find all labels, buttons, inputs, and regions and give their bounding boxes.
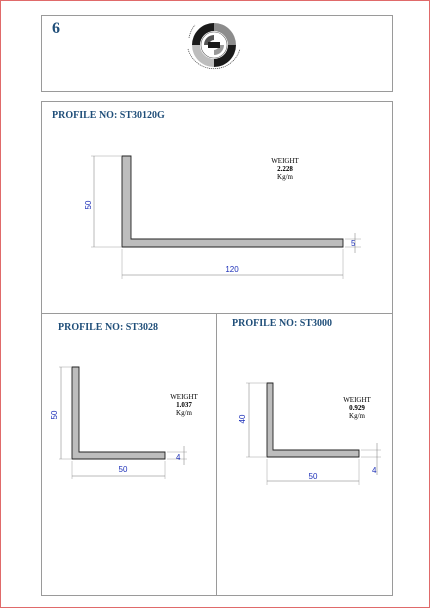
weight-value: 2.228 xyxy=(277,165,293,173)
dim-thickness: 4 xyxy=(372,466,377,475)
company-logo xyxy=(175,14,253,76)
weight-label: WEIGHT xyxy=(170,393,198,401)
dim-width: 50 xyxy=(118,465,128,474)
profile-drawing-st3028 xyxy=(41,313,216,594)
dim-width: 50 xyxy=(308,472,318,481)
profile-drawing-st30120g xyxy=(41,101,391,313)
weight-unit: Kg/m xyxy=(349,412,365,420)
dim-height: 50 xyxy=(84,200,93,210)
weight-value: 1.037 xyxy=(176,401,192,409)
profile-title: PROFILE NO: ST30120G xyxy=(52,110,165,121)
dim-height: 50 xyxy=(50,410,59,420)
dim-thickness: 4 xyxy=(176,453,181,462)
dim-thickness: 5 xyxy=(351,239,356,248)
profile-title: PROFILE NO: ST3028 xyxy=(58,322,159,333)
weight-label: WEIGHT xyxy=(343,396,371,404)
l-profile-shape xyxy=(122,156,343,247)
profile-drawing-st3000 xyxy=(216,313,391,594)
dim-height: 40 xyxy=(238,414,247,424)
weight-unit: Kg/m xyxy=(277,173,293,181)
l-profile-shape xyxy=(267,383,359,457)
weight-unit: Kg/m xyxy=(176,409,192,417)
weight-label: WEIGHT xyxy=(271,157,299,165)
l-profile-shape xyxy=(72,367,165,459)
profile-title: PROFILE NO: ST3000 xyxy=(232,318,333,329)
dim-width: 120 xyxy=(225,265,239,274)
weight-value: 0.929 xyxy=(349,404,365,412)
page-number: 6 xyxy=(52,20,60,37)
